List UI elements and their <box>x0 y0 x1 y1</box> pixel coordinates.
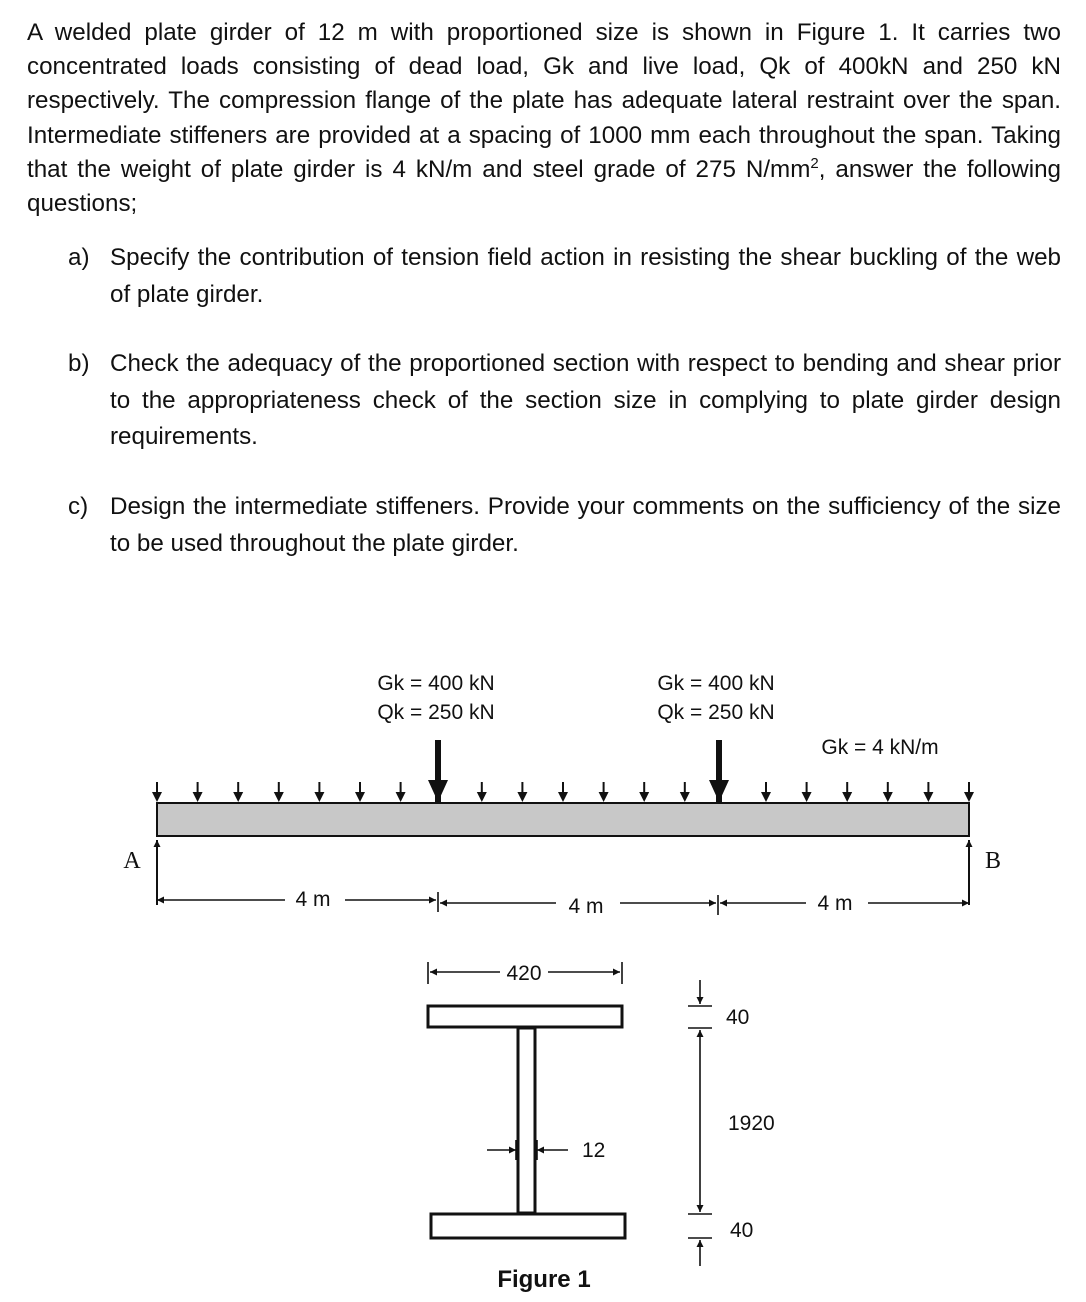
span-3-label: 4 m <box>817 892 853 915</box>
span-2-label: 4 m <box>568 895 604 918</box>
udl-label: Gk = 4 kN/m <box>821 736 939 759</box>
question-a-label: a) <box>68 244 90 271</box>
point-load-1-gk: Gk = 400 kN <box>377 672 495 695</box>
question-b-text: Check the adequacy of the proportioned section with respect to bending and shear prior to the appropriateness check of the section size in complying to plate girder design requirements. <box>110 350 1061 450</box>
intro-superscript: 2 <box>810 154 819 172</box>
udl-arrowhead <box>964 792 974 802</box>
bottom-flange <box>431 1214 625 1238</box>
flange-width-label: 420 <box>506 962 542 985</box>
top-flange-thickness-label: 40 <box>726 1006 750 1029</box>
udl-arrowhead <box>599 792 609 802</box>
intro-text: A welded plate girder of 12 m with proportioned size is shown in Figure 1. It carries two concentrated loads consisting of dead load, Gk and live load, Qk of 400kN and 250 kN respectively. The compression flange of the plate has adequate lateral restraint over the span. Intermediate stiffeners are provided at a spacing of 1000 mm each throughout the span. Taking that the weight of plate girder is 4 kN/m and steel grade of 275 N/mm <box>27 19 1061 183</box>
point-load-2-qk: Qk = 250 kN <box>657 701 775 724</box>
question-b-label: b) <box>68 350 90 377</box>
udl-arrowhead <box>802 792 812 802</box>
depth-dimensions <box>688 980 712 1266</box>
question-c-label: c) <box>68 493 89 520</box>
udl-arrowhead <box>314 792 324 802</box>
udl-arrowhead <box>680 792 690 802</box>
figure-caption: Figure 1 <box>497 1266 591 1293</box>
support-b-label: B <box>984 848 1002 874</box>
udl-arrowhead <box>883 792 893 802</box>
udl-arrowhead <box>193 792 203 802</box>
top-flange <box>428 1006 622 1027</box>
beam <box>157 803 969 836</box>
question-a <box>68 240 1061 313</box>
udl-arrowhead <box>396 792 406 802</box>
udl-arrowhead <box>923 792 933 802</box>
web <box>518 1028 535 1213</box>
udl-arrows <box>152 782 974 802</box>
udl-arrowhead <box>761 792 771 802</box>
span-1-label: 4 m <box>295 888 331 911</box>
web-depth-label: 1920 <box>728 1112 775 1135</box>
udl-arrowhead <box>639 792 649 802</box>
udl-arrowhead <box>477 792 487 802</box>
point-load-1-arrowhead <box>428 780 448 802</box>
i-section <box>428 1006 625 1238</box>
support-a-label: A <box>123 848 141 874</box>
web-thickness-label: 12 <box>582 1139 606 1162</box>
point-load-1-qk: Qk = 250 kN <box>377 701 495 724</box>
udl-arrowhead <box>152 792 162 802</box>
bottom-flange-thickness-label: 40 <box>730 1219 754 1242</box>
point-load-2-gk: Gk = 400 kN <box>657 672 775 695</box>
point-load-2-arrowhead <box>709 780 729 802</box>
figure-1 <box>0 640 1086 1302</box>
question-b <box>68 346 1061 456</box>
question-a-text: Specify the contribution of tension field action in resisting the shear buckling of the web of plate girder. <box>110 244 1061 308</box>
problem-intro <box>27 16 1061 221</box>
udl-arrowhead <box>517 792 527 802</box>
udl-arrowhead <box>842 792 852 802</box>
udl-arrowhead <box>233 792 243 802</box>
udl-arrowhead <box>274 792 284 802</box>
udl-arrowhead <box>355 792 365 802</box>
question-c-text: Design the intermediate stiffeners. Provide your comments on the sufficiency of the size to be used throughout the plate girder. <box>110 493 1061 557</box>
question-c <box>68 489 1061 562</box>
udl-arrowhead <box>558 792 568 802</box>
intro-text-end: , answer the following questions; <box>27 155 1061 218</box>
